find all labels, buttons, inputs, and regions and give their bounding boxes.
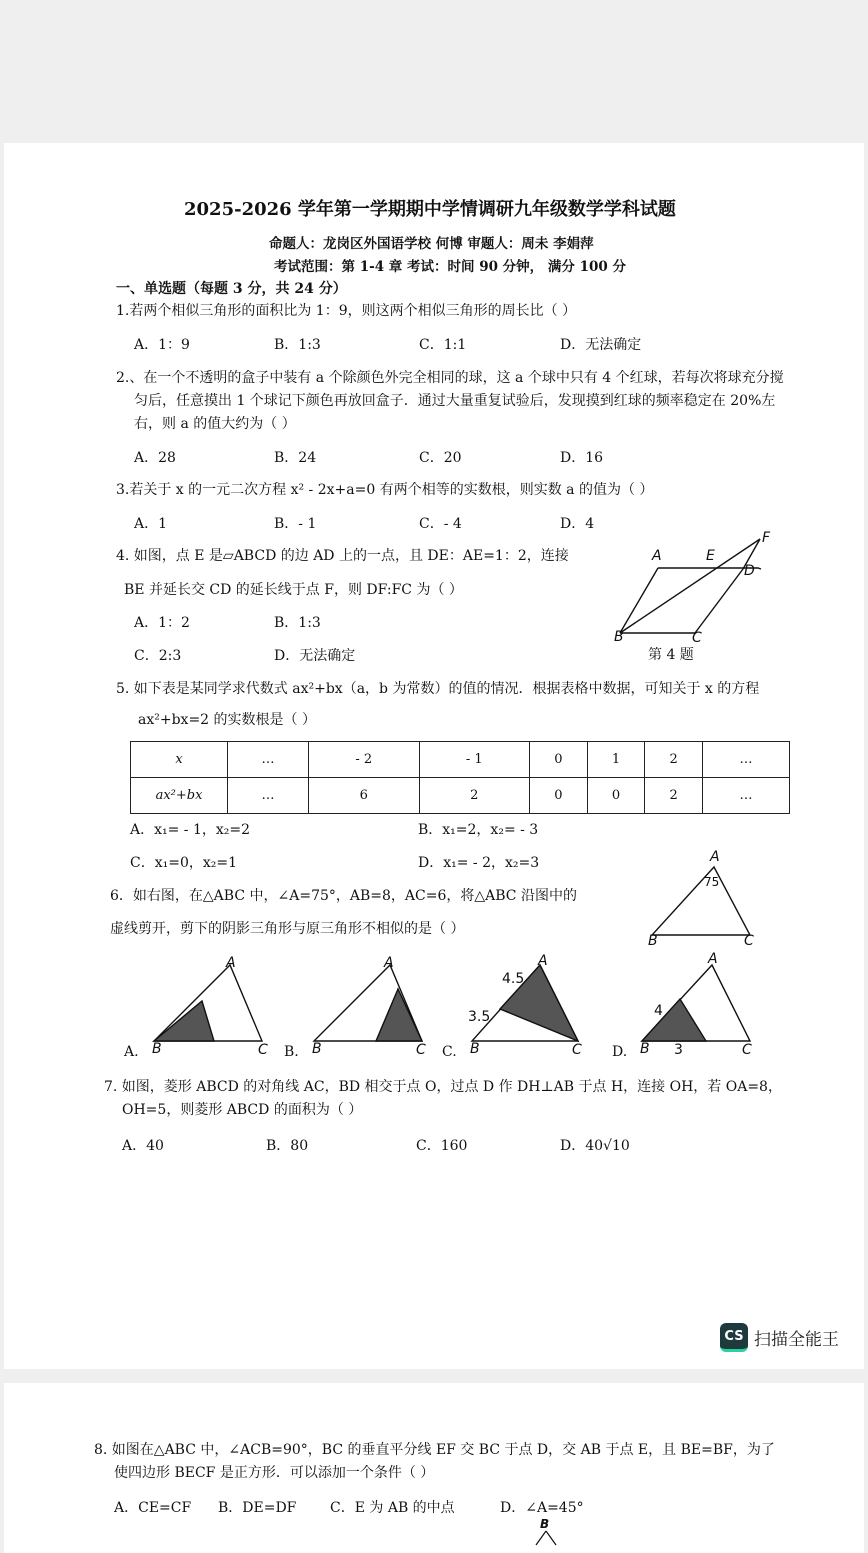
q6-option-letter-a: A. xyxy=(124,1044,139,1060)
table-row xyxy=(131,742,790,778)
q5-option-d: D．x₁= - 2，x₂=3 xyxy=(418,855,540,871)
q2-option-c: C．20 xyxy=(419,450,462,466)
exam-scope: 考试范围：第 1-4 章 考试：时间 90 分钟， 满分 100 分 xyxy=(274,259,626,275)
q6-option-letter-c: C. xyxy=(442,1044,457,1060)
table-cell: 2 xyxy=(645,778,703,814)
q5-stem-line: ax²+bx=2 的实数根是（ ） xyxy=(138,712,316,728)
table-cell: - 2 xyxy=(309,742,420,778)
q5-stem-line: 5. 如下表是某同学求代数式 ax²+bx（a，b 为常数）的值的情况．根据表格中数据，可知关于 x 的方程 xyxy=(116,681,760,697)
q6-figure-b xyxy=(312,961,432,1051)
table-cell: 1 xyxy=(587,742,645,778)
q4-stem-line: BE 并延长交 CD 的延长线于点 F，则 DF:FC 为（ ） xyxy=(124,582,463,598)
q6b-label-a: A xyxy=(384,955,394,971)
q4-label-d: D xyxy=(744,563,755,579)
q4-label-c: C xyxy=(692,630,702,646)
camscanner-watermark xyxy=(720,1323,839,1352)
q6d-label-b: B xyxy=(640,1041,650,1057)
table-row xyxy=(131,778,790,814)
camscanner-text: 扫描全能王 xyxy=(754,1330,839,1350)
q1-option-d: D．无法确定 xyxy=(560,337,642,353)
q6-ref-label-c: C xyxy=(744,933,754,949)
q1-option-a: A．1：9 xyxy=(134,337,190,353)
q6c-side-label: 4.5 xyxy=(502,971,525,987)
q6-ref-label-b: B xyxy=(648,933,658,949)
table-cell: … xyxy=(228,742,309,778)
q8-figure xyxy=(532,1531,562,1551)
table-cell: 0 xyxy=(530,742,588,778)
table-cell: x xyxy=(131,742,228,778)
q1-option-c: C．1:1 xyxy=(419,337,467,353)
q8-option-b: B．DE=DF xyxy=(218,1500,297,1516)
q2-stem-line: 右，则 a 的值大约为（ ） xyxy=(134,416,296,432)
q6c-label-c: C xyxy=(572,1042,582,1058)
q5-option-b: B．x₁=2，x₂= - 3 xyxy=(418,822,539,838)
exam-title: 2025-2026 学年第一学期期中学情调研九年级数学学科试题 xyxy=(184,199,676,220)
q4-label-a: A xyxy=(652,548,662,564)
q3-option-a: A．1 xyxy=(134,516,168,532)
q6a-label-a: A xyxy=(226,955,236,971)
q1-stem: 1.若两个相似三角形的面积比为 1：9，则这两个相似三角形的周长比（ ） xyxy=(116,303,577,319)
exam-page-2 xyxy=(4,1383,864,1553)
table-cell: - 1 xyxy=(419,742,530,778)
q8-option-a: A．CE=CF xyxy=(114,1500,192,1516)
q8-stem-line: 8. 如图在△ABC 中，∠ACB=90°，BC 的垂直平分线 EF 交 BC 于点 D，交 AB 于点 E，且 BE=BF，为了 xyxy=(94,1442,775,1458)
q5-value-table xyxy=(130,741,790,814)
q2-option-d: D．16 xyxy=(560,450,604,466)
q6d-side-label: 4 xyxy=(654,1003,663,1019)
q6b-label-c: C xyxy=(416,1042,426,1058)
q6-ref-label-a: A xyxy=(710,849,720,865)
q4-option-b: B．1:3 xyxy=(274,615,321,631)
q3-option-d: D．4 xyxy=(560,516,595,532)
q4-figure-caption: 第 4 题 xyxy=(648,647,694,663)
q4-label-f: F xyxy=(762,530,771,546)
q3-stem: 3.若关于 x 的一元二次方程 x² - 2x+a=0 有两个相等的实数根，则实数 a 的值为（ ） xyxy=(116,482,654,498)
q7-option-a: A．40 xyxy=(122,1138,164,1154)
q8-option-c: C．E 为 AB 的中点 xyxy=(330,1500,455,1516)
q6c-label-a: A xyxy=(538,953,548,969)
q6a-label-c: C xyxy=(258,1042,268,1058)
q6d-side-label: 3 xyxy=(674,1042,683,1058)
q6b-label-b: B xyxy=(312,1041,322,1057)
q4-stem-line: 4. 如图，点 E 是▱ABCD 的边 AD 上的一点，且 DE：AE=1：2，连接 xyxy=(116,548,569,564)
q4-option-a: A．1：2 xyxy=(134,615,190,631)
q2-stem-line: 匀后，任意摸出 1 个球记下颜色再放回盒子．通过大量重复试验后，发现摸到红球的频率稳定在 20%左 xyxy=(134,393,776,409)
q4-label-b: B xyxy=(614,629,624,645)
exam-authors: 命题人：龙岗区外国语学校 何博 审题人：周未 李娟萍 xyxy=(269,236,594,252)
q6-option-letter-d: D. xyxy=(612,1044,628,1060)
table-cell: ax²+bx xyxy=(131,778,228,814)
q6d-label-c: C xyxy=(742,1042,752,1058)
table-cell: … xyxy=(228,778,309,814)
table-cell: … xyxy=(702,742,789,778)
q8-figure-label-b: B xyxy=(540,1517,550,1531)
q6-option-letter-b: B. xyxy=(284,1044,299,1060)
q6-stem-line: 6．如右图，在△ABC 中，∠A=75°，AB=8，AC=6，将△ABC 沿图中的 xyxy=(110,888,577,904)
q6d-label-a: A xyxy=(708,951,718,967)
q6c-label-b: B xyxy=(470,1041,480,1057)
table-cell: 6 xyxy=(309,778,420,814)
q6a-label-b: B xyxy=(152,1041,162,1057)
q5-option-c: C．x₁=0，x₂=1 xyxy=(130,855,238,871)
q6-figure-c xyxy=(470,961,590,1051)
q4-label-e: E xyxy=(706,548,715,564)
q6-stem-line: 虚线剪开，剪下的阴影三角形与原三角形不相似的是（ ） xyxy=(110,921,465,937)
table-cell: 2 xyxy=(645,742,703,778)
q6-ref-angle: 75 xyxy=(704,875,720,889)
q6c-side-label: 3.5 xyxy=(468,1009,491,1025)
q7-option-c: C．160 xyxy=(416,1138,468,1154)
q4-option-c: C．2:3 xyxy=(134,648,182,664)
q7-option-b: B．80 xyxy=(266,1138,309,1154)
q2-stem-line: 2.、在一个不透明的盒子中装有 a 个除颜色外完全相同的球，这 a 个球中只有 4 个红球，若每次将球充分搅 xyxy=(116,370,784,386)
table-cell: 0 xyxy=(587,778,645,814)
camscanner-logo-icon: CS xyxy=(720,1323,748,1352)
q7-option-d: D．40√10 xyxy=(560,1138,630,1154)
q5-option-a: A．x₁= - 1，x₂=2 xyxy=(130,822,251,838)
table-cell: 0 xyxy=(530,778,588,814)
table-cell: … xyxy=(702,778,789,814)
q3-option-b: B．- 1 xyxy=(274,516,317,532)
q3-option-c: C．- 4 xyxy=(419,516,462,532)
table-cell: 2 xyxy=(419,778,530,814)
q7-stem-line: OH=5，则菱形 ABCD 的面积为（ ） xyxy=(122,1102,363,1118)
q2-option-a: A．28 xyxy=(134,450,176,466)
q8-option-d: D．∠A=45° xyxy=(500,1500,584,1516)
section-heading: 一、单选题（每题 3 分，共 24 分） xyxy=(116,281,347,297)
q2-option-b: B．24 xyxy=(274,450,317,466)
q1-option-b: B．1:3 xyxy=(274,337,321,353)
exam-page-1 xyxy=(4,143,864,1369)
q8-stem-line: 使四边形 BECF 是正方形．可以添加一个条件（ ） xyxy=(114,1465,435,1481)
q6-figure-a xyxy=(152,961,272,1051)
q4-option-d: D．无法确定 xyxy=(274,648,356,664)
q7-stem-line: 7. 如图，菱形 ABCD 的对角线 AC，BD 相交于点 O，过点 D 作 DH⊥AB 于点 H，连接 OH，若 OA=8， xyxy=(104,1079,782,1095)
